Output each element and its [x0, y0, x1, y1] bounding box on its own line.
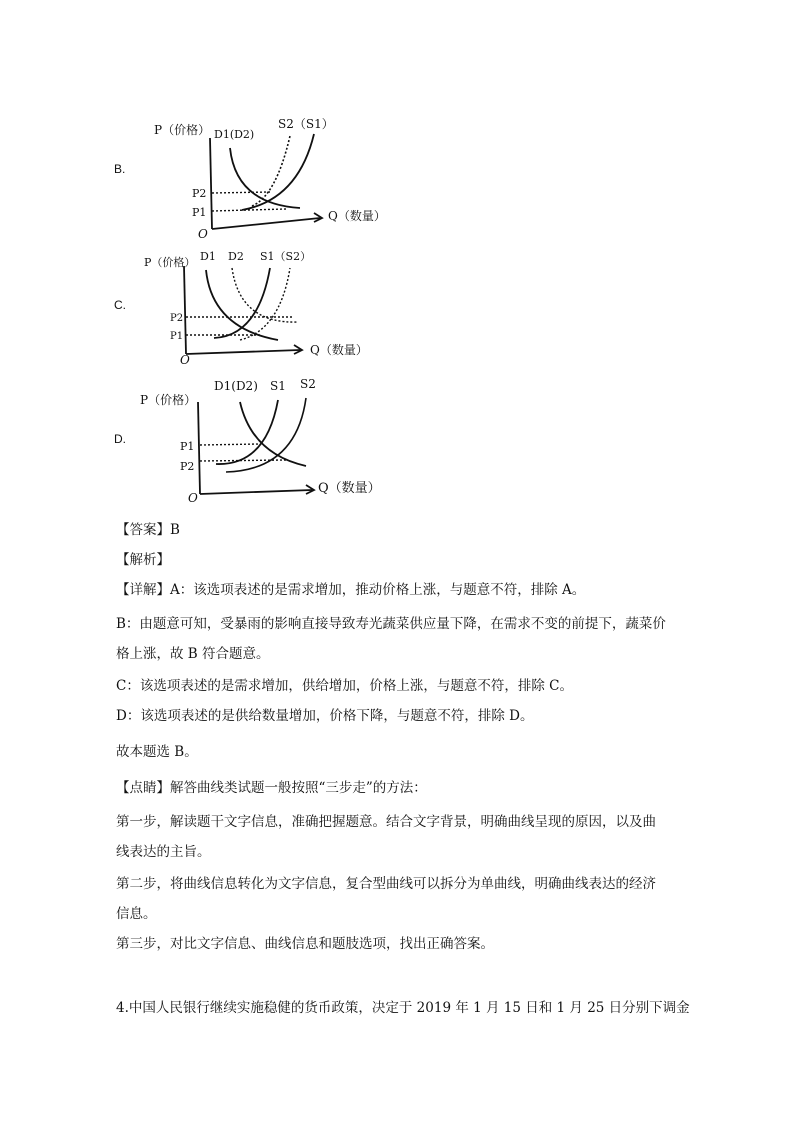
d2-label: D2	[228, 250, 244, 263]
p-high-label: P1	[180, 440, 195, 453]
demand-curve	[240, 402, 306, 466]
analysis-line: D：该选项表述的是供给数量增加，价格下降，与题意不符，排除 D。	[116, 708, 534, 724]
analysis-line: C：该选项表述的是需求增加，供给增加，价格上涨，与题意不符，排除 C。	[116, 678, 573, 694]
option-b-label: B.	[114, 162, 126, 176]
supply-curve-s2	[240, 268, 290, 340]
analysis-line: 【点睛】解答曲线类试题一般按照“三步走”的方法：	[116, 780, 427, 796]
origin-label: O	[180, 353, 190, 367]
question-4: 4.中国人民银行继续实施稳健的货币政策，决定于 2019 年 1 月 15 日和 1 月 25 日分别下调金	[116, 1000, 690, 1016]
analysis-line: 【详解】A：该选项表述的是需求增加，推动价格上涨，与题意不符，排除 A。	[116, 582, 586, 598]
y-axis	[198, 402, 200, 494]
p1-guide	[212, 209, 286, 211]
p-high-label: P2	[192, 187, 207, 200]
demand-label: D1(D2)	[214, 128, 255, 141]
analysis-header: 【解析】	[116, 552, 170, 568]
q-axis-label: Q（数量）	[310, 343, 368, 357]
s2-label: S2	[300, 377, 316, 391]
answer-line: 【答案】B	[116, 522, 180, 538]
p-low-label: P1	[192, 206, 207, 219]
option-c-label: C.	[114, 298, 126, 312]
p-high-label: P2	[170, 313, 184, 324]
analysis-line: 第一步，解读题干文字信息，准确把握题意。结合文字背景，明确曲线呈现的原因，以及曲	[116, 814, 656, 830]
y-axis	[184, 266, 186, 354]
x-axis	[186, 350, 300, 354]
analysis-line: 故本题选 B。	[116, 744, 198, 760]
p1-guide	[200, 444, 260, 445]
s1-label: S1	[270, 379, 286, 393]
option-d-label: D.	[114, 432, 126, 446]
q-axis-label: Q（数量）	[328, 209, 386, 223]
p-axis-label: P（价格）	[154, 123, 211, 137]
p-low-label: P1	[170, 331, 184, 342]
analysis-line: 信息。	[116, 906, 157, 922]
p2-guide	[200, 460, 286, 461]
p-low-label: P2	[180, 460, 195, 473]
d1-label: D1	[200, 250, 216, 263]
supply-label: S2（S1）	[278, 117, 334, 131]
analysis-line: 格上涨，故 B 符合题意。	[116, 646, 270, 662]
supply-curve-s1	[214, 268, 270, 338]
analysis-line: 第三步，对比文字信息、曲线信息和题肢选项，找出正确答案。	[116, 936, 494, 952]
option-c-graph	[140, 244, 380, 374]
x-axis	[212, 218, 320, 229]
supply-curve-s1	[242, 134, 314, 210]
p-axis-label: P（价格）	[144, 256, 196, 269]
q-axis-label: Q（数量）	[318, 481, 381, 496]
p2-guide	[212, 192, 270, 193]
analysis-line: 线表达的主旨。	[116, 844, 211, 860]
analysis-line: 第二步，将曲线信息转化为文字信息，复合型曲线可以拆分为单曲线，明确曲线表达的经济	[116, 876, 656, 892]
analysis-line: B：由题意可知，受暴雨的影响直接导致寿光蔬菜供应量下降，在需求不变的前提下，蔬菜价	[116, 616, 666, 632]
demand-curve	[230, 148, 300, 208]
supply-label: S1（S2）	[260, 250, 312, 263]
supply-curve-s1	[216, 400, 278, 464]
p-axis-label: P（价格）	[140, 393, 197, 407]
option-b-graph	[148, 108, 398, 247]
y-axis	[210, 138, 212, 229]
origin-label: O	[198, 227, 208, 241]
origin-label: O	[188, 491, 198, 504]
demand-label: D1(D2)	[214, 379, 258, 393]
x-axis	[200, 490, 312, 494]
option-d-graph	[136, 374, 392, 508]
